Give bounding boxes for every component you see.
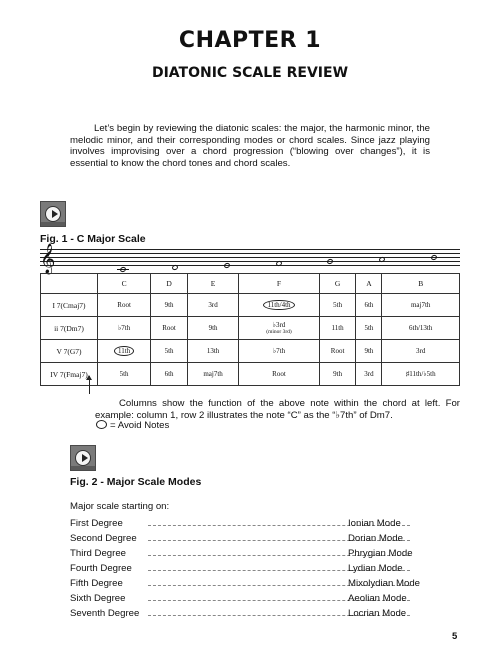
scale-degree: Third Degree <box>70 548 126 559</box>
table-cell <box>239 294 320 317</box>
column-header: G <box>319 274 356 294</box>
chapter-title: CHAPTER 1 <box>178 28 322 53</box>
mode-row <box>70 533 420 548</box>
table-row <box>41 294 460 317</box>
table-cell <box>356 317 382 340</box>
table-cell <box>187 340 238 363</box>
scale-degree: Second Degree <box>70 533 137 544</box>
table-cell <box>98 340 151 363</box>
cell-subtext: (minor 3rd) <box>266 329 292 335</box>
row-chord-label: ii 7(Dm7) <box>41 317 98 340</box>
column-header: B <box>382 274 460 294</box>
mode-name: Lydian Mode <box>348 563 403 574</box>
section-title: DIATONIC SCALE REVIEW <box>151 65 349 81</box>
table-cell <box>151 317 188 340</box>
table-cell <box>319 340 356 363</box>
table-cell <box>382 317 460 340</box>
music-staff <box>40 249 460 273</box>
mode-name: Phrygian Mode <box>348 548 413 559</box>
table-cell <box>319 294 356 317</box>
page-number: 5 <box>452 631 458 642</box>
cell-value: ♭7th <box>117 324 131 332</box>
chord-function-table <box>40 273 460 386</box>
table-cell <box>356 340 382 363</box>
ledger-line <box>117 269 129 270</box>
audio-play-button-fig2[interactable] <box>70 445 96 471</box>
mode-name: Mixolydian Mode <box>348 578 420 589</box>
table-corner <box>41 274 98 294</box>
table-cell <box>382 363 460 386</box>
table-cell <box>382 294 460 317</box>
column-header: F <box>239 274 320 294</box>
cell-value: 3rd <box>416 347 426 355</box>
table-cell <box>187 294 238 317</box>
fig1-explanation <box>95 398 460 421</box>
fig1-title: Fig. 1 - C Major Scale <box>40 233 146 245</box>
table-header-row <box>41 274 460 294</box>
table-cell <box>239 363 320 386</box>
table-cell <box>98 317 151 340</box>
play-icon <box>75 450 91 466</box>
play-icon <box>45 206 61 222</box>
table-cell <box>98 363 151 386</box>
avoid-legend-text: = Avoid Notes <box>110 420 170 431</box>
table-cell <box>187 363 238 386</box>
cell-value: 5th <box>333 301 343 309</box>
scale-degree: Sixth Degree <box>70 593 126 604</box>
intro-text: Let’s begin by reviewing the diatonic scales: the major, the harmonic minor, the melodic minor, and their corresponding modes or chord scales. Since jazz playing involves improvising over a chord progression (“blowing over changes”), it is essential to know the chord tones and chord scales. <box>70 123 430 169</box>
row-chord-label: IV 7(Fmaj7) <box>41 363 98 386</box>
mode-name: Ionian Mode <box>348 518 401 529</box>
avoid-notes-legend <box>96 420 169 431</box>
cell-value: 3rd <box>208 301 218 309</box>
table-row <box>41 340 460 363</box>
mode-row <box>70 518 420 533</box>
mode-name: Locrian Mode <box>348 608 407 619</box>
mode-name: Aeolian Mode <box>348 593 407 604</box>
cell-value: 9th <box>164 301 174 309</box>
avoid-note-value: 11th/4th <box>263 300 294 310</box>
cell-value: 9th <box>208 324 218 332</box>
cell-value: Root <box>330 347 345 355</box>
mode-name: Dorian Mode <box>348 533 403 544</box>
table-cell <box>356 294 382 317</box>
modes-intro: Major scale starting on: <box>70 501 170 512</box>
cell-value: 9th <box>333 370 343 378</box>
column-header: E <box>187 274 238 294</box>
cell-value: 6th <box>364 301 374 309</box>
avoid-note-value: 11th <box>114 346 134 356</box>
mode-row <box>70 548 420 563</box>
table-cell <box>151 363 188 386</box>
cell-value: 6th/13th <box>409 324 433 332</box>
scale-degree: Fourth Degree <box>70 563 132 574</box>
table-row <box>41 363 460 386</box>
cell-value: ♭3rd <box>272 321 286 329</box>
cell-value: 11th <box>331 324 344 332</box>
table-cell <box>151 294 188 317</box>
circle-icon <box>96 420 107 429</box>
table-row <box>41 317 460 340</box>
mode-row <box>70 593 420 608</box>
cell-value: ♭7th <box>272 347 286 355</box>
table-cell <box>187 317 238 340</box>
scale-degree: Fifth Degree <box>70 578 123 589</box>
cell-value: 3rd <box>364 370 374 378</box>
table-cell <box>151 340 188 363</box>
scale-degree: First Degree <box>70 518 123 529</box>
mode-row <box>70 578 420 593</box>
table-cell <box>356 363 382 386</box>
cell-value: Root <box>117 301 131 309</box>
table-cell <box>382 340 460 363</box>
table-cell <box>98 294 151 317</box>
column-header: C <box>98 274 151 294</box>
arrow-up-icon <box>86 375 92 380</box>
fig2-title: Fig. 2 - Major Scale Modes <box>70 476 202 488</box>
scale-degree: Seventh Degree <box>70 608 140 619</box>
cell-value: maj7th <box>410 301 431 309</box>
cell-value: 5th <box>164 347 174 355</box>
table-cell <box>239 340 320 363</box>
audio-play-button-fig1[interactable] <box>40 201 66 227</box>
table-cell <box>319 363 356 386</box>
row-chord-label: V 7(G7) <box>41 340 98 363</box>
cell-value: Root <box>162 324 176 332</box>
mode-row <box>70 608 420 623</box>
cell-value: 6th <box>164 370 174 378</box>
modes-list <box>70 518 420 623</box>
cell-value: 9th <box>364 347 374 355</box>
table-cell <box>239 317 320 340</box>
cell-value: 13th <box>206 347 220 355</box>
cell-value: 5th <box>364 324 374 332</box>
intro-paragraph <box>70 123 430 169</box>
cell-value: ♯11th/♭5th <box>405 370 436 378</box>
table-cell <box>319 317 356 340</box>
treble-clef-icon: 𝄞 <box>40 244 56 274</box>
mode-row <box>70 563 420 578</box>
column-header: D <box>151 274 188 294</box>
row-chord-label: I 7(Cmaj7) <box>41 294 98 317</box>
fig1-note-text: Columns show the function of the above note within the chord at left. For example: column 1, row 2 illustrates the note “C” as the “♭7th” of Dm7. <box>95 398 460 421</box>
column-header: A <box>356 274 382 294</box>
cell-value: Root <box>272 370 286 378</box>
cell-value: maj7th <box>203 370 223 378</box>
cell-value: 5th <box>119 370 129 378</box>
